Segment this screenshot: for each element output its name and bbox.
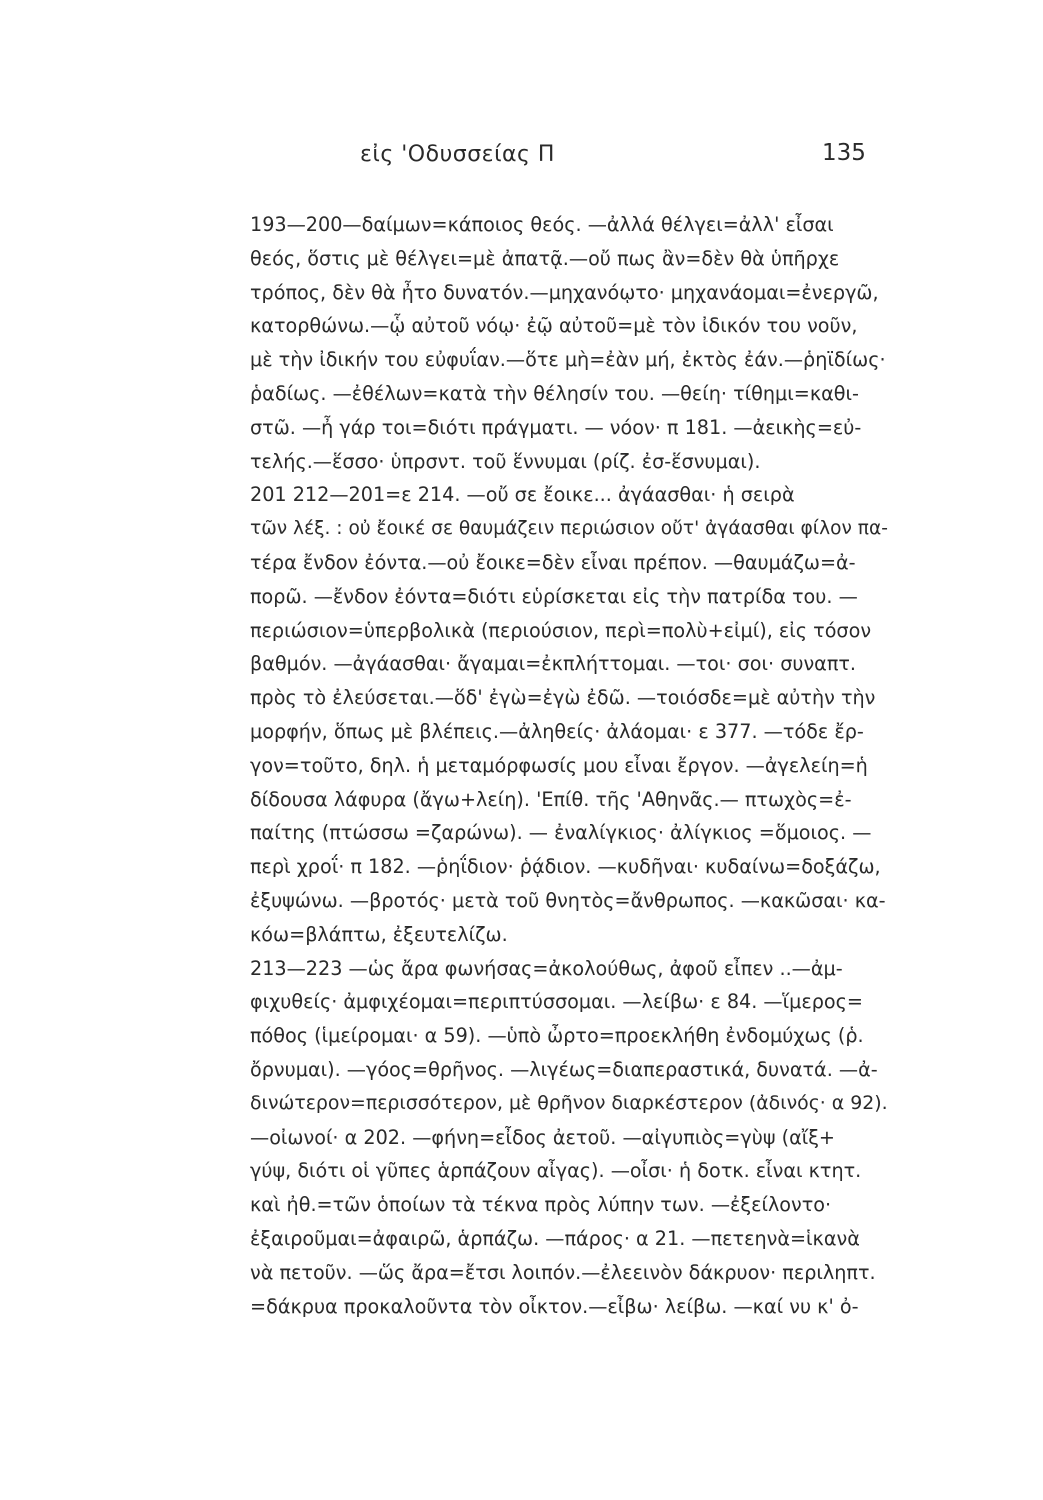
- text-line: πορῶ. —ἔνδον ἐόντα=διότι εὑρίσκεται εἰς τὴν πατρίδα του. —: [250, 584, 858, 608]
- text-line: ἐξυψώνω. —βροτός· μετὰ τοῦ θνητὸς=ἄνθρωπος. —κακῶσαι· κα-: [250, 888, 886, 912]
- text-line: καὶ ἠθ.=τῶν ὁποίων τὰ τέκνα πρὸς λύπην των. —ἐξείλοντο·: [250, 1193, 832, 1217]
- text-line: τρόπος, δὲν θὰ ἦτο δυνατόν.—μηχανόῳτο· μηχανάομαι=ἐνεργῶ,: [250, 280, 879, 304]
- text-line: 193—200—δαίμων=κάποιος θεός. —ἀλλά θέλγει=ἀλλ' εἶσαι: [250, 213, 834, 236]
- text-line: γύψ, διότι οἱ γῦπες ἁρπάζουν αἶγας). —οἶσι· ἡ δοτκ. εἶναι κτητ.: [250, 1159, 862, 1183]
- text-line: κατορθώνω.—ᾧ αὐτοῦ νόῳ· ἐῷ αὐτοῦ=μὲ τὸν ἰδικόν του νοῦν,: [250, 314, 858, 338]
- text-line: πρὸς τὸ ἐλεύσεται.—ὅδ' ἐγὼ=ἐγὼ ἐδῶ. —τοιόσδε=μὲ αὐτὴν τὴν: [250, 686, 876, 710]
- text-line: κόω=βλάπτω, ἐξευτελίζω.: [250, 922, 508, 946]
- text-line: θεός, ὅστις μὲ θέλγει=μὲ ἀπατᾷ.—οὔ πως ἂν=δὲν θὰ ὑπῆρχε: [250, 246, 840, 270]
- text-line: πόθος (ἱμείρομαι· α 59). —ὑπὸ ὦρτο=προεκλήθη ἐνδομύχως (ῥ.: [250, 1024, 864, 1048]
- text-line: φιχυθείς· ἀμφιχέομαι=περιπτύσσομαι. —λείβω· ε 84. —ἵμερος=: [250, 990, 863, 1014]
- text-line: τῶν λέξ. : οὐ ἔοικέ σε θαυμάζειν περιώσιον οὔτ' ἀγάασθαι φίλον πα-: [250, 518, 888, 540]
- page-number: 135: [822, 140, 866, 166]
- text-line: περὶ χροΐ· π 182. —ῥηΐδιον· ῥᾴδιον. —κυδῆναι· κυδαίνω=δοξάζω,: [250, 855, 881, 879]
- text-line: 213—223 —ὡς ἄρα φωνήσας=ἀκολούθως, ἀφοῦ εἶπεν ..—ἀμ-: [250, 956, 843, 980]
- text-line: τέρα ἔνδον ἐόντα.—οὐ ἔοικε=δὲν εἶναι πρέπον. —θαυμάζω=ἀ-: [250, 550, 856, 574]
- text-line: δινώτερον=περισσότερον, μὲ θρῆνον διαρκέστερον (ἀδινός· α 92).: [250, 1091, 888, 1114]
- text-line: 201 212—201=ε 214. —οὔ σε ἔοικε... ἀγάασθαι· ἡ σειρὰ: [250, 483, 795, 507]
- text-line: βαθμόν. —ἀγάασθαι· ἄγαμαι=ἐκπλήττομαι. —τοι· σοι· συναπτ.: [250, 652, 857, 676]
- text-line: ἐξαιροῦμαι=ἀφαιρῶ, ἁρπάζω. —πάρος· α 21. —πετεηνὰ=ἱκανὰ: [250, 1226, 860, 1250]
- commentary-text: [250, 208, 890, 1323]
- text-line: ὄρνυμαι). —γόος=θρῆνος. —λιγέως=διαπεραστικά, δυνατά. —ἀ-: [250, 1057, 878, 1081]
- text-line: περιώσιον=ὑπερβολικὰ (περιούσιον, περὶ=πολὺ+εἰμί), εἰς τόσον: [250, 618, 872, 642]
- text-line: παίτης (πτώσσω =ζαρώνω). — ἐναλίγκιος· ἀλίγκιος =ὅμοιος. —: [250, 821, 872, 845]
- running-title: εἰς 'Οδυσσείας Π: [360, 142, 555, 167]
- text-line: μὲ τὴν ἰδικήν του εὐφυΐαν.—ὅτε μὴ=ἐὰν μή, ἐκτὸς ἐάν.—ῥηϊδίως·: [250, 348, 886, 372]
- text-line: =δάκρυα προκαλοῦντα τὸν οἶκτον.—εἶβω· λείβω. —καί νυ κ' ὀ-: [250, 1294, 859, 1318]
- text-line: —οἰωνοί· α 202. —φήνη=εἶδος ἀετοῦ. —αἰγυπιὸς=γὺψ (αἴξ+: [250, 1125, 836, 1149]
- text-line: τελής.—ἕσσο· ὑπρσντ. τοῦ ἕννυμαι (ρίζ. ἐσ-ἕσνυμαι).: [250, 449, 761, 473]
- text-line: ῥαδίως. —ἐθέλων=κατὰ τὴν θέλησίν του. —θείη· τίθημι=καθι-: [250, 381, 859, 405]
- text-line: νὰ πετοῦν. —ὥς ἄρα=ἔτσι λοιπόν.—ἐλεεινὸν δάκρυον· περιληπτ.: [250, 1260, 876, 1284]
- text-line: δίδουσα λάφυρα (ἄγω+λείη). 'Επίθ. τῆς 'Αθηνᾶς.— πτωχὸς=ἐ-: [250, 787, 852, 811]
- text-line: στῶ. —ἦ γάρ τοι=διότι πράγματι. — νόον· π 181. —ἀεικὴς=εὐ-: [250, 415, 862, 439]
- text-line: γον=τοῦτο, δηλ. ἡ μεταμόρφωσίς μου εἶναι ἔργον. —ἀγελείη=ἡ: [250, 753, 868, 777]
- text-line: μορφήν, ὅπως μὲ βλέπεις.—ἀληθείς· ἀλάομαι· ε 377. —τόδε ἔρ-: [250, 719, 864, 743]
